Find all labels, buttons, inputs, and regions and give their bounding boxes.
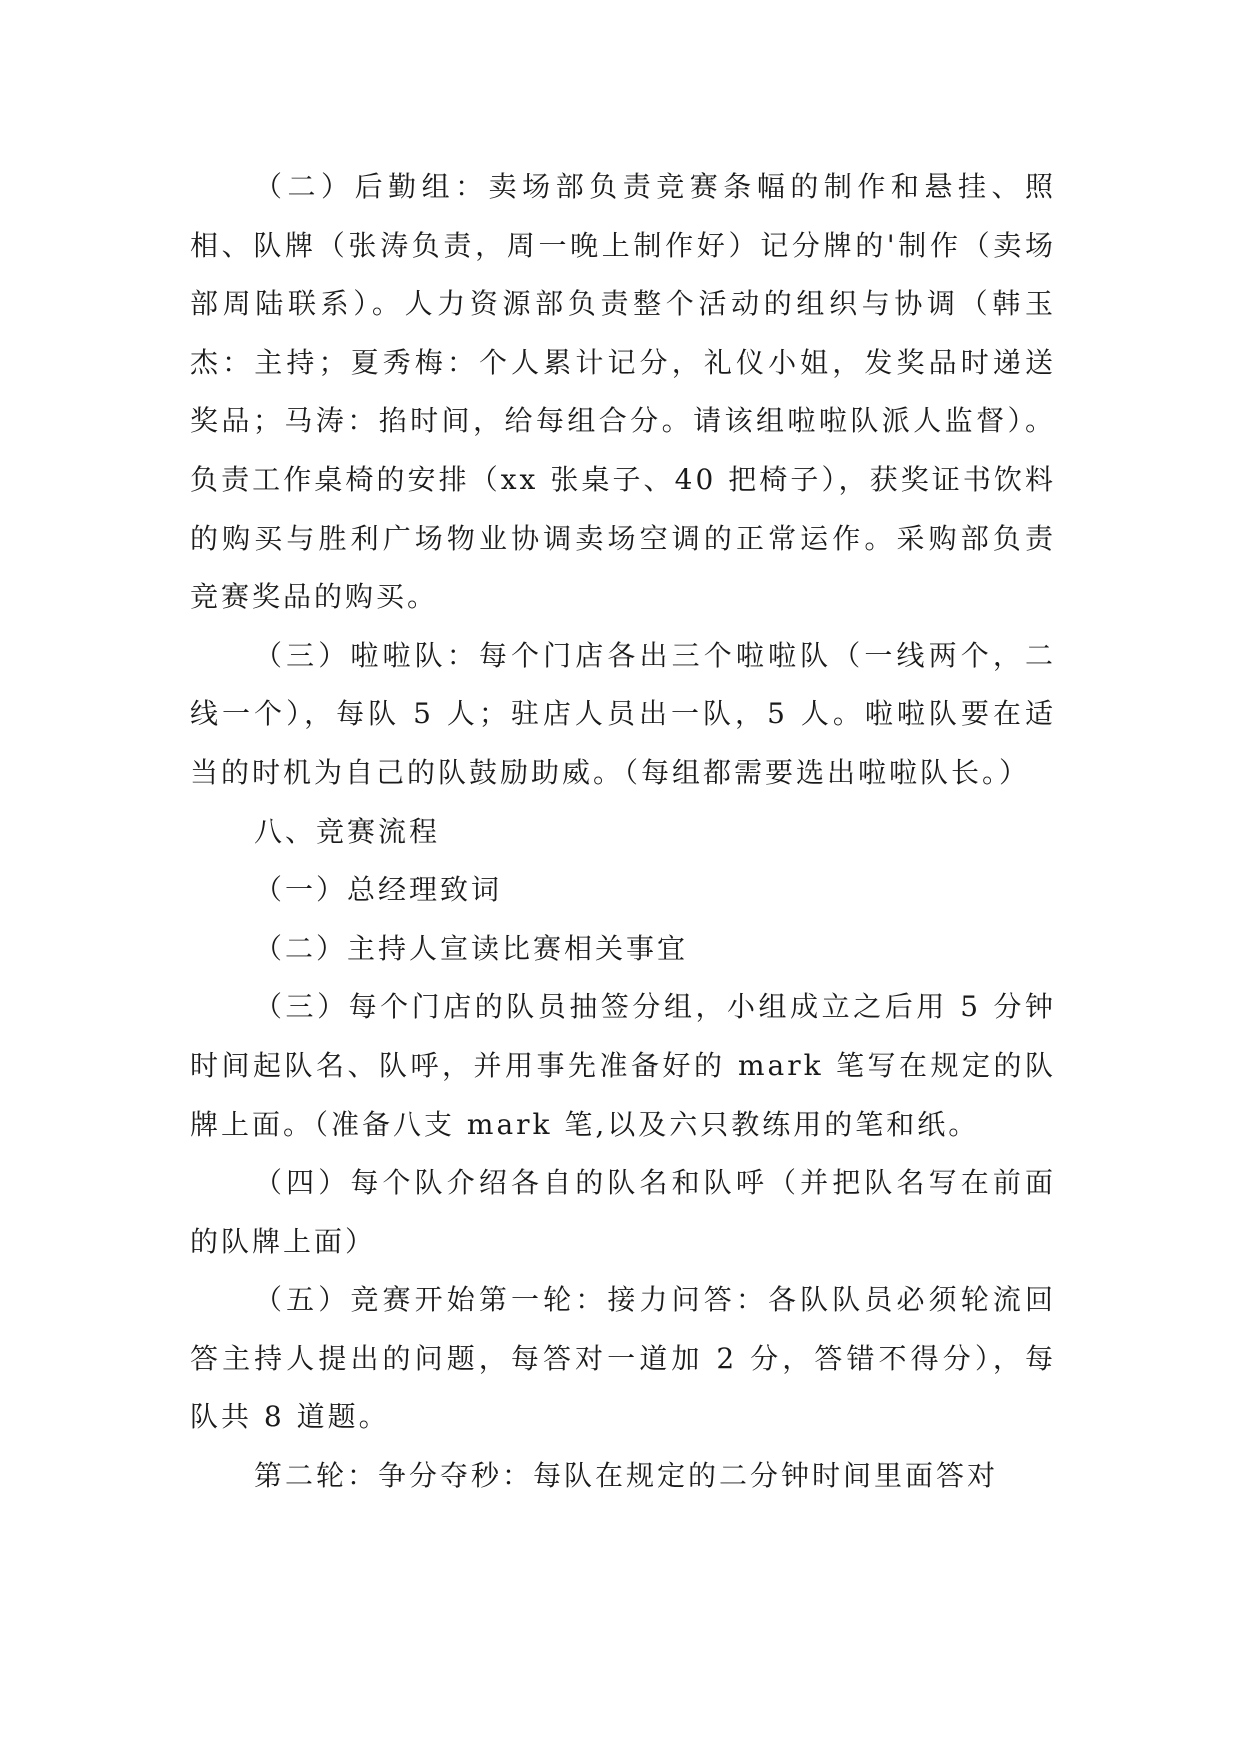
section-heading-competition-process: 八、竞赛流程 xyxy=(254,814,441,848)
paragraph-step-4: （四）每个队介绍各自的队名和队呼（并把队名写在前面的队牌上面） xyxy=(190,1166,1056,1258)
paragraph-logistics-group: （二）后勤组：卖场部负责竞赛条幅的制作和悬挂、照相、队牌（张涛负责，周一晚上制作好）记分牌的'制作（卖场部周陆联系）。人力资源部负责整个活动的组织与协调（韩玉杰：主持；夏秀梅：个人累计记分，礼仪小姐，发奖品时递送奖品；马涛：掐时间，给每组合分。请该组啦啦队派人监督）。负责工作桌椅的安排（xx 张桌子、40 把椅子），获奖证书饮料的购买与胜利广场物业协调卖场空调的正常运作。采购部负责竞赛奖品的购买。 xyxy=(190,170,1056,614)
paragraph-step-2: （二）主持人宣读比赛相关事宜 xyxy=(254,931,689,965)
document-body xyxy=(190,158,1056,1506)
paragraph-step-1: （一）总经理致词 xyxy=(254,873,503,907)
paragraph-step-3: （三）每个门店的队员抽签分组，小组成立之后用 5 分钟时间起队名、队呼，并用事先准备好的 mark 笔写在规定的队牌上面。（准备八支 mark 笔,以及六只教练用的笔和纸。 xyxy=(190,990,1056,1141)
paragraph-round-2: 第二轮：争分夺秒：每队在规定的二分钟时间里面答对 xyxy=(254,1459,999,1493)
paragraph-cheerleading-team: （三）啦啦队：每个门店各出三个啦啦队（一线两个，二线一个），每队 5 人；驻店人员出一队，5 人。啦啦队要在适当的时机为自己的队鼓励助威。（每组都需要选出啦啦队长。） xyxy=(190,638,1056,789)
paragraph-step-5: （五）竞赛开始第一轮：接力问答：各队队员必须轮流回答主持人提出的问题，每答对一道加 2 分，答错不得分），每队共 8 道题。 xyxy=(190,1283,1056,1434)
